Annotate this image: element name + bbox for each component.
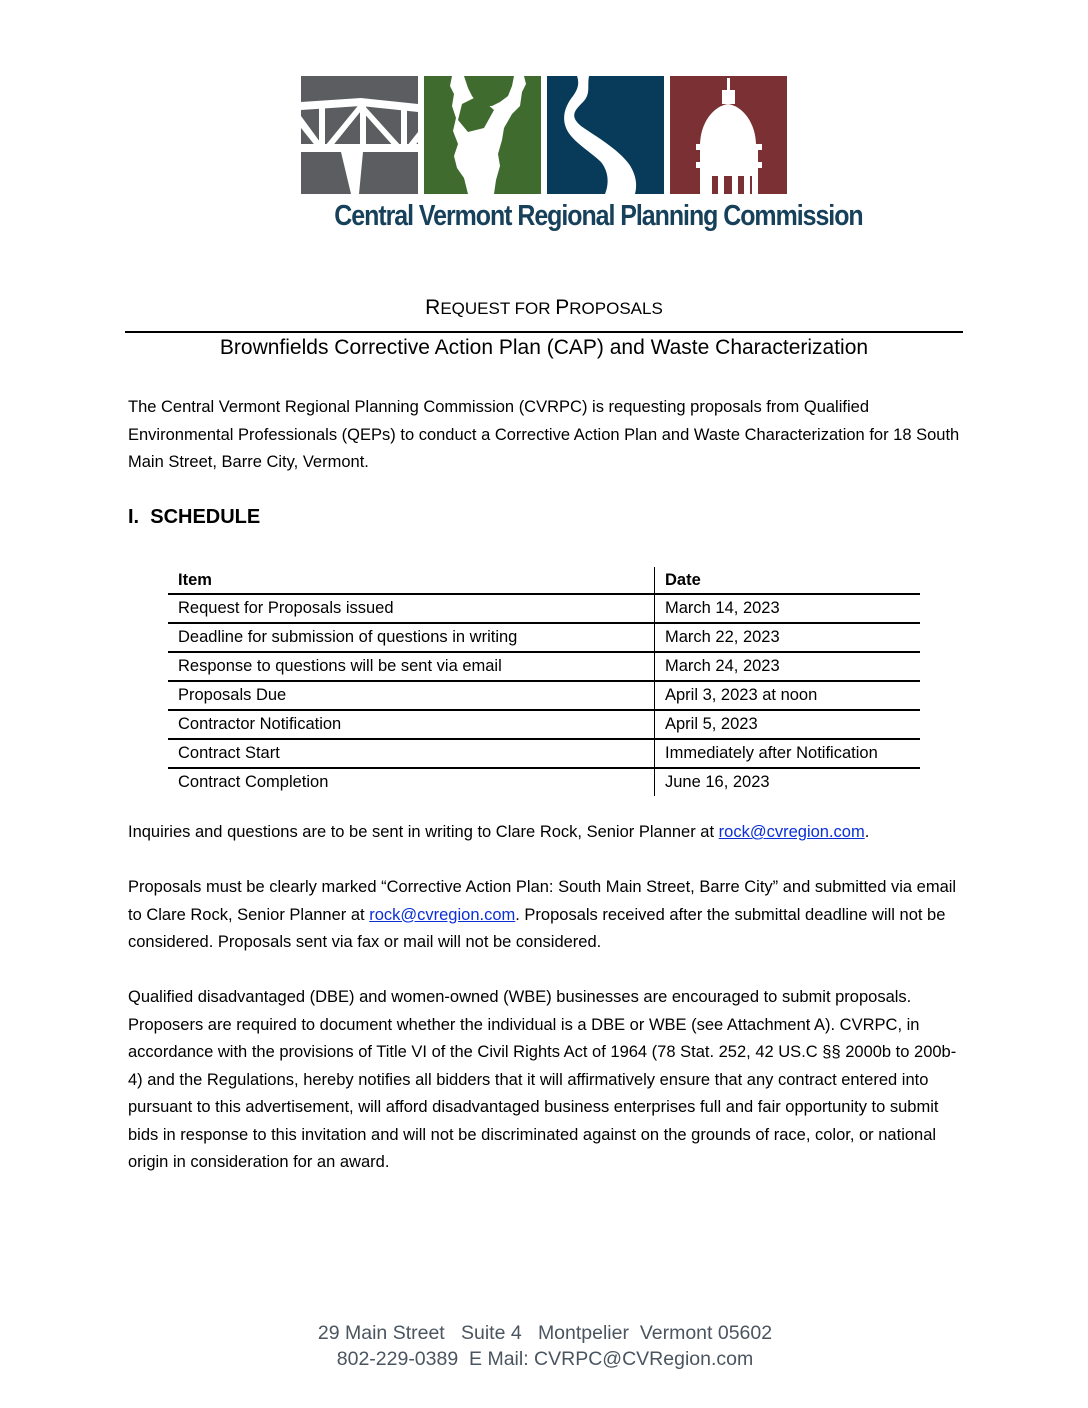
section-heading-schedule: I. SCHEDULE bbox=[128, 506, 261, 528]
item-cell: Request for Proposals issued bbox=[168, 594, 655, 623]
item-cell: Contractor Notification bbox=[168, 710, 655, 739]
submission-paragraph bbox=[128, 874, 968, 957]
date-cell: June 16, 2023 bbox=[655, 768, 921, 796]
item-cell: Contract Completion bbox=[168, 768, 655, 796]
title-part: P bbox=[555, 296, 570, 319]
submission-text-end: . Proposals received after the submittal deadline will not be considered. Proposals sent via fax or mail will not be considered. bbox=[128, 905, 946, 951]
date-cell: March 22, 2023 bbox=[655, 623, 921, 652]
table-row bbox=[168, 739, 920, 768]
cvrpc-logo bbox=[301, 76, 787, 194]
org-name: Central Vermont Regional Planning Commission bbox=[334, 200, 863, 232]
title-part: ROPOSALS bbox=[569, 299, 663, 318]
inquiries-text: Inquiries and questions are to be sent in writing to Clare Rock, Senior Planner at bbox=[128, 823, 719, 841]
date-cell: Immediately after Notification bbox=[655, 739, 921, 768]
date-cell: March 14, 2023 bbox=[655, 594, 921, 623]
footer-address bbox=[290, 1320, 800, 1372]
table-row bbox=[168, 594, 920, 623]
item-cell: Response to questions will be sent via email bbox=[168, 652, 655, 681]
schedule-table bbox=[168, 567, 920, 796]
inquiries-paragraph bbox=[128, 819, 968, 847]
table-row bbox=[168, 681, 920, 710]
bridge-icon bbox=[301, 76, 418, 194]
table-row bbox=[168, 623, 920, 652]
submission-text: Proposals must be clearly marked “Corrective Action Plan: South Main Street, Barre City” and submitted via email to Clare Rock, Senior Planner at bbox=[128, 878, 957, 924]
footer-address-line: 29 Main Street Suite 4 Montpelier Vermont 05602 bbox=[317, 1322, 773, 1344]
email-link[interactable]: rock@cvregion.com bbox=[369, 905, 516, 924]
page-title bbox=[125, 296, 963, 320]
date-cell: March 24, 2023 bbox=[655, 652, 921, 681]
vermont-map-icon bbox=[424, 76, 541, 194]
email-link[interactable]: rock@cvregion.com bbox=[718, 823, 865, 841]
capitol-dome-icon bbox=[670, 76, 787, 194]
date-cell: April 3, 2023 at noon bbox=[655, 681, 921, 710]
table-header-row bbox=[168, 567, 920, 594]
inquiries-end: . bbox=[864, 823, 870, 841]
table-row bbox=[168, 652, 920, 681]
intro-paragraph: The Central Vermont Regional Planning Commission (CVRPC) is requesting proposals from Qualified Environmental Professionals (QEPs) to conduct a Corrective Action Plan and Waste Characterization for 18 South Main Street, Barre City, Vermont. bbox=[128, 398, 960, 471]
title-divider bbox=[125, 331, 963, 333]
date-cell: April 5, 2023 bbox=[655, 710, 921, 739]
title-part: EQUEST FOR bbox=[440, 299, 556, 318]
dbe-paragraph: Qualified disadvantaged (DBE) and women-owned (WBE) businesses are encouraged to submit proposals. Proposers are required to document whether the individual is a DBE or WBE (see Attachment A). CVRPC, in accordance with the provisions of Title VI of the Civil Rights Act of 1964 (78 Stat. 252, 42 US.C §§ 2000b to 200b-4) and the Regulations, hereby notifies all bidders that it will affirmatively ensure that any contract entered into pursuant to this advertisement, will afford disadvantaged business enterprises full and fair opportunity to submit bids in response to this invitation and will not be discriminated against on the grounds of race, color, or national origin in consideration for an award. bbox=[128, 988, 957, 1171]
item-cell: Deadline for submission of questions in writing bbox=[168, 623, 655, 652]
item-cell: Proposals Due bbox=[168, 681, 655, 710]
river-icon bbox=[547, 76, 664, 194]
title-part: R bbox=[425, 296, 441, 319]
item-cell: Contract Start bbox=[168, 739, 655, 768]
table-row bbox=[168, 768, 920, 796]
column-header-item: Item bbox=[178, 570, 212, 589]
subtitle: Brownfields Corrective Action Plan (CAP) and Waste Characterization bbox=[219, 336, 869, 359]
table-row bbox=[168, 710, 920, 739]
footer-contact-line: 802-229-0389 E Mail: CVRPC@CVRegion.com bbox=[336, 1348, 754, 1370]
column-header-date: Date bbox=[655, 567, 921, 594]
